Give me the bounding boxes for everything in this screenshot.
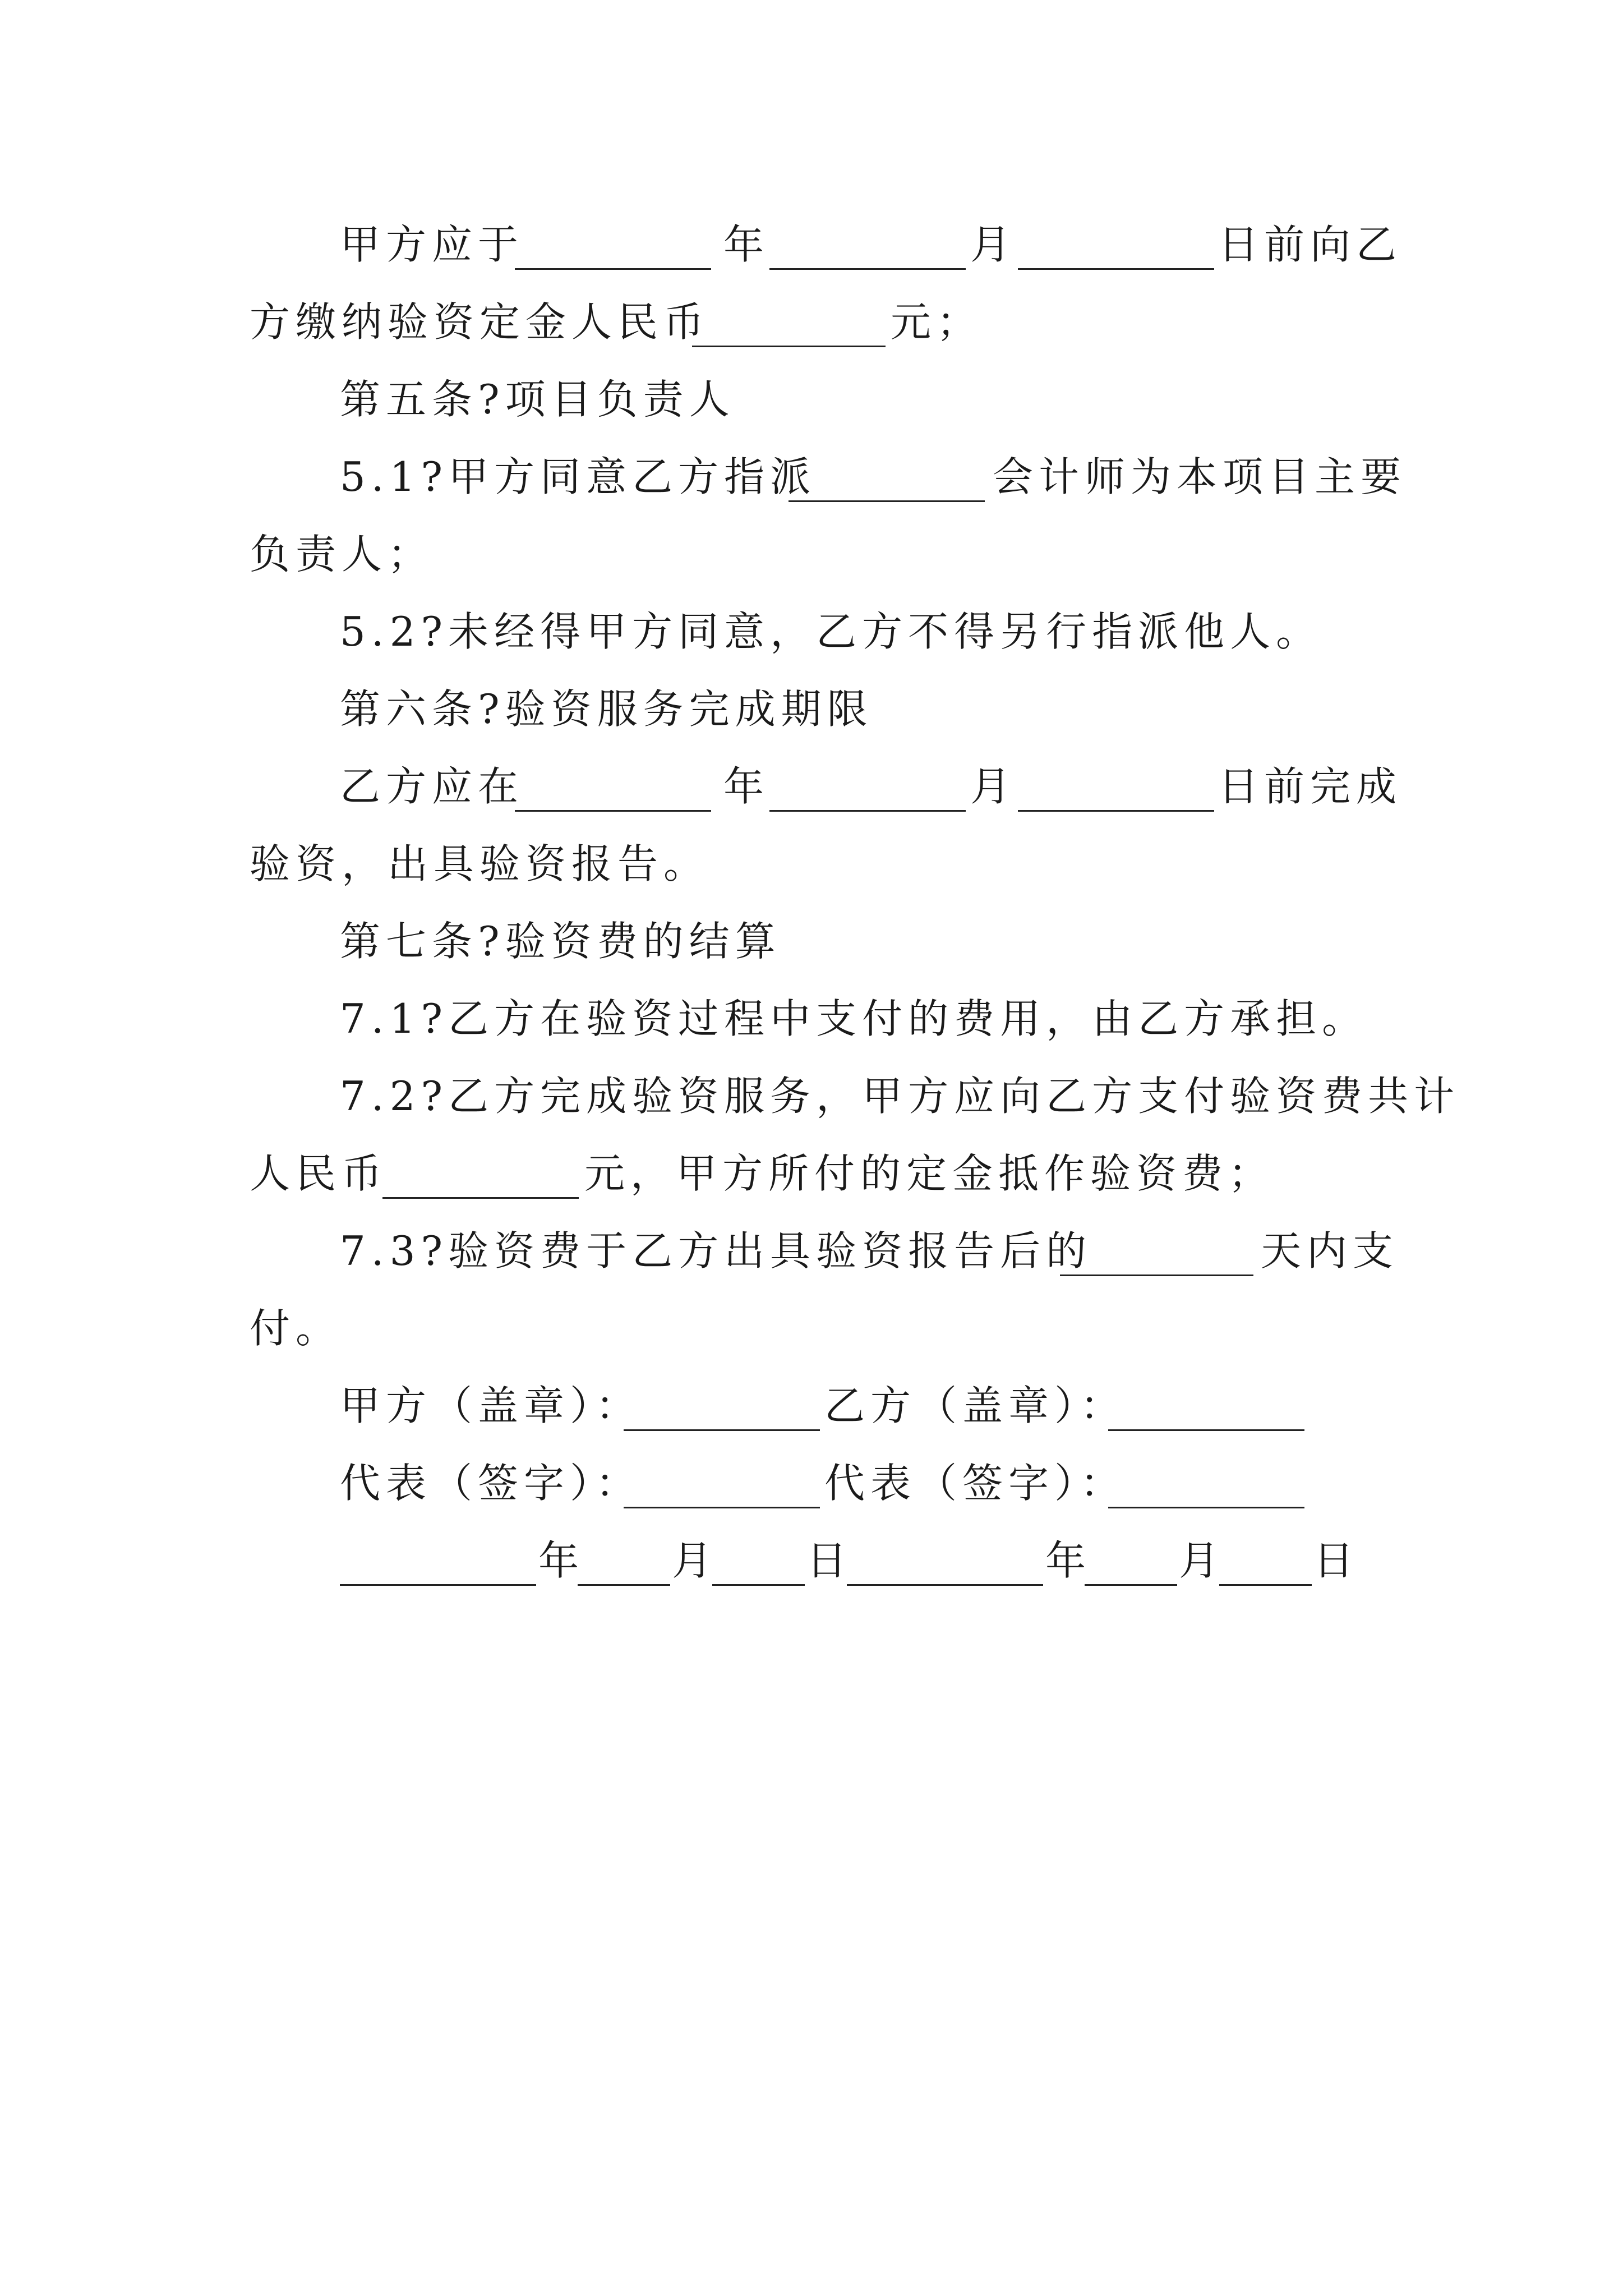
party-b-day-blank[interactable] <box>1219 1584 1312 1586</box>
article-6-heading <box>0 685 1623 756</box>
article-5-heading <box>0 376 1623 447</box>
party-b-rep-blank[interactable] <box>1108 1507 1304 1508</box>
clause-7-3-line-2 <box>0 1305 1623 1375</box>
party-b-month-blank[interactable] <box>1085 1584 1177 1586</box>
party-b-day-label: 日 <box>1313 1537 1360 1584</box>
signature-seal-row <box>0 1382 1623 1453</box>
party-a-month-label: 月 <box>672 1537 718 1584</box>
article-6-text-a: 乙方应在 <box>340 763 524 810</box>
deposit-amount-blank[interactable] <box>692 346 886 347</box>
clause-5-1-line-1 <box>0 453 1623 524</box>
clause-5-2-text: 5.2?未经得甲方同意，乙方不得另行指派他人。 <box>340 608 1322 655</box>
signature-representative-row <box>0 1460 1623 1530</box>
deposit-currency-unit: 元； <box>891 298 983 346</box>
clause-5-1-text-b: 会计师为本项目主要 <box>993 453 1407 500</box>
signature-date-row <box>0 1537 1623 1608</box>
party-a-seal-blank[interactable] <box>624 1429 820 1431</box>
deposit-text-e: 方缴纳验资定金人民币 <box>250 298 710 346</box>
article-6-heading-text: 第六条?验资服务完成期限 <box>340 685 873 733</box>
party-a-seal-label: 甲方（盖章）： <box>340 1382 642 1429</box>
party-a-month-blank[interactable] <box>578 1584 670 1586</box>
clause-7-3-line-1 <box>0 1227 1623 1298</box>
clause-7-2-text-b: 人民币 <box>250 1150 388 1197</box>
party-a-rep-label: 代表（签字）： <box>340 1460 642 1507</box>
article-6-line-1 <box>0 763 1623 834</box>
completion-month-label: 月 <box>970 763 1017 810</box>
article-5-heading-text: 第五条?项目负责人 <box>340 376 735 423</box>
deposit-clause-line-2 <box>0 298 1623 369</box>
clause-5-1-line-2 <box>0 531 1623 601</box>
party-b-year-blank[interactable] <box>847 1584 1043 1586</box>
clause-5-1-text-a: 5.1?甲方同意乙方指派 <box>340 453 817 500</box>
deposit-year-label: 年 <box>723 221 770 268</box>
completion-year-label: 年 <box>723 763 770 810</box>
completion-year-blank[interactable] <box>515 810 711 812</box>
article-6-text-d: 日前完成 <box>1218 763 1403 810</box>
party-b-rep-label: 代表（签字）： <box>824 1460 1127 1507</box>
clause-7-3-text-a: 7.3?验资费于乙方出具验资报告后的 <box>340 1227 1092 1274</box>
completion-month-blank[interactable] <box>769 810 966 812</box>
clause-7-1-text: 7.1?乙方在验资过程中支付的费用，由乙方承担。 <box>340 995 1368 1042</box>
clause-7-2-text-c: 元，甲方所付的定金抵作验资费； <box>584 1150 1275 1197</box>
party-a-year-blank[interactable] <box>340 1584 536 1586</box>
party-b-year-label: 年 <box>1045 1537 1092 1584</box>
deposit-text-a: 甲方应于 <box>340 221 524 268</box>
completion-day-blank[interactable] <box>1018 810 1214 812</box>
party-a-day-label: 日 <box>806 1537 853 1584</box>
accountant-name-blank[interactable] <box>789 500 985 502</box>
payment-days-blank[interactable] <box>1060 1274 1253 1276</box>
clause-7-2-text-a: 7.2?乙方完成验资服务，甲方应向乙方支付验资费共计 <box>340 1073 1460 1120</box>
party-b-month-label: 月 <box>1179 1537 1225 1584</box>
clause-7-1 <box>0 995 1623 1066</box>
party-a-day-blank[interactable] <box>712 1584 805 1586</box>
deposit-day-blank[interactable] <box>1018 268 1214 270</box>
article-6-text-e: 验资，出具验资报告。 <box>250 840 710 887</box>
clause-5-2 <box>0 608 1623 679</box>
clause-5-1-text-c: 负责人； <box>250 531 434 578</box>
party-b-seal-label: 乙方（盖章）： <box>824 1382 1127 1429</box>
party-a-rep-blank[interactable] <box>624 1507 820 1508</box>
article-6-line-2 <box>0 840 1623 911</box>
article-7-heading-text: 第七条?验资费的结算 <box>340 918 781 965</box>
party-a-year-label: 年 <box>538 1537 585 1584</box>
clause-7-3-text-b: 天内支 <box>1261 1227 1399 1274</box>
deposit-year-blank[interactable] <box>515 268 711 270</box>
clause-7-2-line-2 <box>0 1150 1623 1221</box>
clause-7-2-line-1 <box>0 1073 1623 1143</box>
article-7-heading <box>0 918 1623 988</box>
deposit-month-blank[interactable] <box>769 268 966 270</box>
deposit-clause-line-1 <box>0 221 1623 292</box>
deposit-month-label: 月 <box>970 221 1017 268</box>
fee-amount-blank[interactable] <box>382 1197 579 1199</box>
clause-7-3-text-c: 付。 <box>250 1305 342 1352</box>
party-b-seal-blank[interactable] <box>1108 1429 1304 1431</box>
deposit-text-d: 日前向乙 <box>1218 221 1403 268</box>
